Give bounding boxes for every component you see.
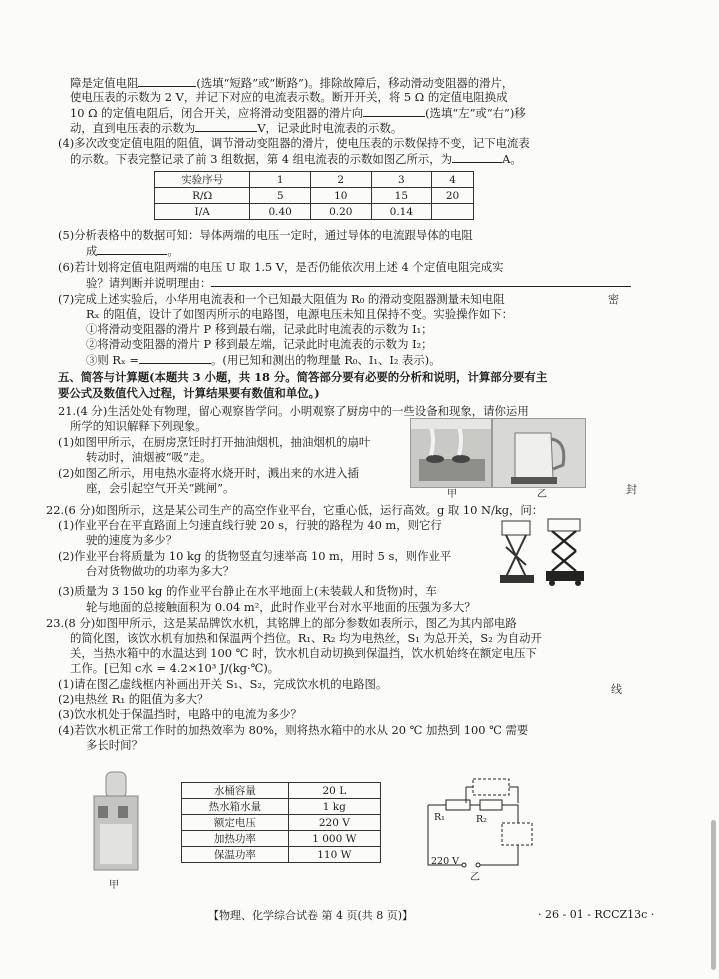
text-line: 所学的知识解释下列现象。 — [70, 419, 207, 433]
text-line: (3)饮水机处于保温挡时，电路中的电流为多少？ — [58, 707, 302, 721]
text-line: Rₓ 的阻值，设计了如图丙所示的电路图，电源电压未知且保持不变。实验操作如下： — [86, 307, 514, 321]
table-cell: 20 L — [288, 783, 380, 799]
table-cell: 3 — [371, 172, 432, 188]
resistor-r2 — [480, 800, 502, 810]
caption-jia: 甲 — [447, 489, 457, 500]
caption-yi: 乙 — [537, 489, 547, 500]
table-cell: 保温功率 — [182, 847, 289, 863]
text-line: 10 Ω 的定值电阻后，闭合开关，应将滑动变阻器的滑片向 (选填“左”或“右”)移 — [70, 106, 526, 120]
section-heading: 要公式及数值代入过程，计算结果要有数值和单位。) — [58, 386, 320, 400]
text-line: 21.(4 分)生活处处有物理，留心观察皆学问。小明观察了厨房中的一些设备和现象，请你运用 — [58, 404, 529, 418]
table-row — [182, 847, 381, 863]
text-line: 驶的速度为多少？ — [86, 533, 178, 547]
section-heading: 五、简答与计算题(本题共 3 小题，共 18 分。简答部分要有必要的分析和说明，计算部分要有主 — [58, 370, 548, 384]
margin-mark: 密 — [608, 293, 619, 306]
text-line: 验？请判断并说明理由： — [86, 275, 631, 291]
text-line: (1)作业平台在平直路面上匀速直线行驶 20 s，行驶的路程为 40 m，则它行 — [58, 518, 442, 532]
text-line: (2)如图乙所示，用电热水壶将水烧开时，溅出来的水进入插 — [58, 466, 359, 480]
table-cell: R/Ω — [155, 188, 250, 204]
text-line: (2)电热丝 R₁ 的阻值为多大？ — [58, 692, 209, 706]
text-line: 障是定值电阻 (选填“短路”或“断路”)。排除故障后，移动滑动变阻器的滑片， — [70, 76, 514, 90]
table-cell: 2 — [310, 172, 371, 188]
label-r2: R₂ — [476, 814, 487, 825]
work-platform-photo — [500, 517, 590, 589]
table-cell: 1 — [250, 172, 311, 188]
label-220v: 220 V — [431, 856, 460, 867]
text-line: 使电压表的示数为 2 V，并记下对应的电流表示数。断开开关，将 5 Ω 的定值电阻换成 — [70, 90, 508, 104]
text-line: 的简化图，该饮水机有加热和保温两个挡位。R₁、R₂ 均为电热丝，S₁ 为总开关，S₂ 为自动开 — [70, 631, 542, 645]
margin-mark: 线 — [611, 683, 622, 696]
text-line: 多长时间？ — [86, 738, 143, 752]
text-line: 关，当热水箱中的水温达到 100 ℃ 时，饮水机自动切换到保温挡，饮水机始终在额定电压下 — [70, 646, 537, 660]
text-line: (6)若计划将定值电阻两端的电压 U 取 1.5 V，是否仍能依次用上述 4 个定值电阻完成实 — [58, 260, 504, 274]
label-r1: R₁ — [434, 812, 445, 823]
text-line: (4)多次改变定值电阻的阻值，调节滑动变阻器的滑片，使电压表的示数保持不变，记下电流表 — [58, 136, 530, 150]
dashed-switch-box-top — [473, 779, 509, 795]
text-line: (1)如图甲所示，在厨房烹饪时打开抽油烟机，抽油烟机的扇叶 — [58, 435, 371, 449]
margin-mark: 封 — [626, 483, 637, 496]
spec-table — [181, 782, 381, 863]
table-cell: 15 — [371, 188, 432, 204]
text-line: ③则 Rₓ = 。(用已知和测出的物理量 R₀、I₁、I₂ 表示)。 — [86, 353, 441, 367]
text-line: (2)作业平台将质量为 10 kg 的货物竖直匀速举高 10 m，用时 5 s，则作业平 — [58, 549, 452, 563]
text-line: (4)若饮水机正常工作时的加热效率为 80%，则将热水箱中的水从 20 ℃ 加热到 100 ℃ 需要 — [58, 723, 529, 737]
text-line: (3)质量为 3 150 kg 的作业平台静止在水平地面上(未装载人和货物)时，车 — [58, 584, 437, 598]
water-dispenser-photo — [84, 770, 146, 880]
table-cell: 1 000 W — [288, 831, 380, 847]
table-row — [182, 783, 381, 799]
text-line: 的示数。下表完整记录了前 3 组数据，第 4 组电流表的示数如图乙所示，为 A。 — [70, 152, 522, 166]
text-line: ②将滑动变阻器的滑片 P 移到最左端，记录此时电流表的示数为 I₂； — [86, 337, 433, 351]
text-line: 动，直到电压表的示数为 V，记录此时电流表的示数。 — [70, 121, 403, 135]
range-hood-photo — [410, 418, 492, 488]
table-row — [182, 831, 381, 847]
text-line: (1)请在图乙虚线框内补画出开关 S₁、S₂，完成饮水机的电路图。 — [58, 677, 388, 691]
table-cell: 20 — [432, 188, 474, 204]
table-row — [155, 172, 474, 188]
text-line: 轮与地面的总接触面积为 0.04 m²，此时作业平台对水平地面的压强为多大？ — [86, 600, 476, 614]
footer-code: · 26 - 01 - RCCZ13c · — [538, 908, 655, 921]
table-cell: 1 kg — [288, 799, 380, 815]
scrollbar[interactable] — [711, 820, 716, 970]
caption-jia: 甲 — [109, 880, 119, 891]
table-row — [155, 188, 474, 204]
table-cell: 0.20 — [310, 204, 371, 220]
table-cell: 热水箱水量 — [182, 799, 289, 815]
caption-yi: 乙 — [470, 872, 480, 883]
electric-kettle-photo — [492, 418, 586, 488]
table-cell: 4 — [432, 172, 474, 188]
experiment-table — [154, 171, 474, 220]
text-line: 台对货物做功的功率为多大？ — [86, 564, 235, 578]
table-row — [182, 799, 381, 815]
table-cell: 0.14 — [371, 204, 432, 220]
text-line: 成 。 — [86, 244, 179, 258]
table-cell: 220 V — [288, 815, 380, 831]
table-cell: 加热功率 — [182, 831, 289, 847]
table-cell: 0.40 — [250, 204, 311, 220]
text-line: 22.(6 分)如图所示，这是某公司生产的高空作业平台，它重心低，运行高效。g 取 10 N/kg，问： — [46, 503, 544, 517]
table-cell: 水桶容量 — [182, 783, 289, 799]
text-line: ①将滑动变阻器的滑片 P 移到最右端，记录此时电流表的示数为 I₁； — [86, 322, 433, 336]
footer-title: 【物理、化学综合试卷 第 4 页(共 8 页)】 — [208, 909, 414, 922]
text-line: (7)完成上述实验后，小华用电流表和一个已知最大阻值为 R₀ 的滑动变阻器测量未知电阻 — [58, 292, 505, 306]
table-cell: 110 W — [288, 847, 380, 863]
table-cell: 实验序号 — [155, 172, 250, 188]
table-row — [155, 204, 474, 220]
table-cell: 5 — [250, 188, 311, 204]
text-line: 座，会引起空气开关“跳闸”。 — [86, 481, 235, 495]
table-cell — [432, 204, 474, 220]
text-line: 转动时，油烟被“吸”走。 — [86, 450, 212, 464]
dashed-switch-box-right — [502, 823, 532, 845]
text-line: 工作。[已知 c水 = 4.2×10³ J/(kg·℃)。 — [70, 661, 280, 675]
table-cell: 额定电压 — [182, 815, 289, 831]
text-line: (5)分析表格中的数据可知：导体两端的电压一定时，通过导体的电流跟导体的电阻 — [58, 228, 473, 242]
table-row — [182, 815, 381, 831]
table-cell: 10 — [310, 188, 371, 204]
text-line: 23.(8 分)如图甲所示，这是某品牌饮水机，其铭牌上的部分参数如表所示，图乙为其内部电路 — [46, 616, 517, 630]
table-cell: I/A — [155, 204, 250, 220]
